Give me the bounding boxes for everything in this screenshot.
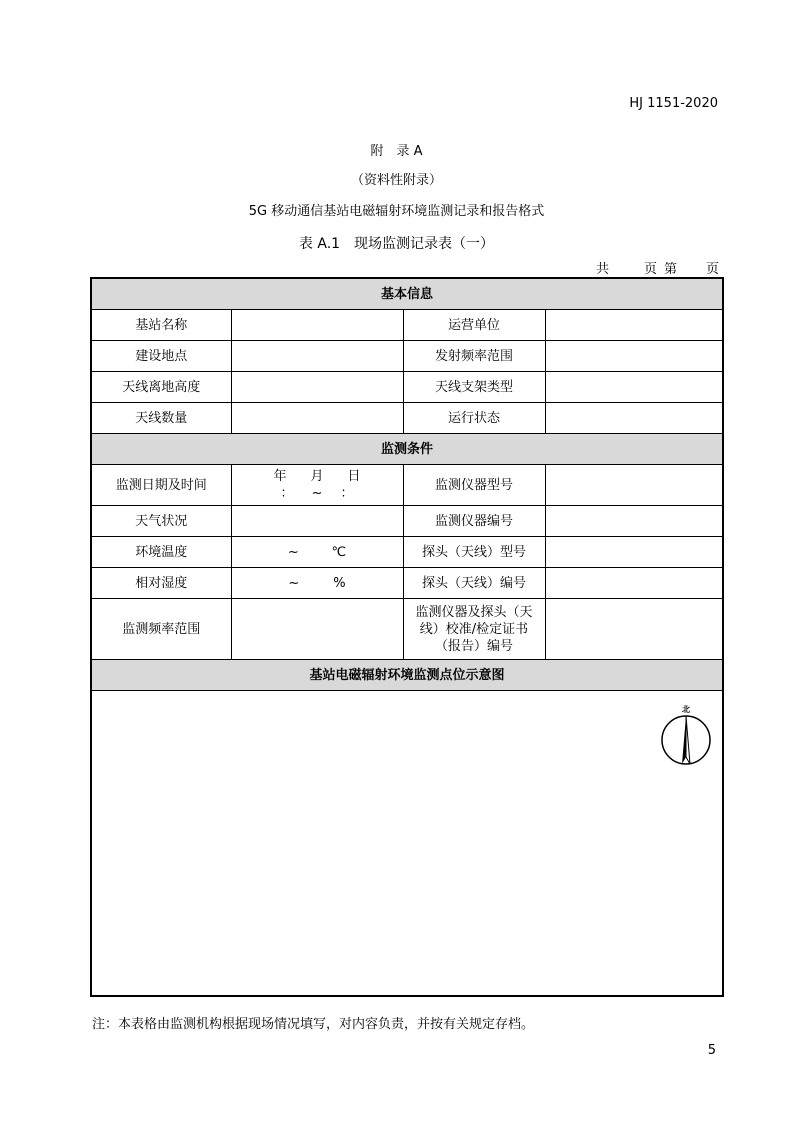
value-probe-number[interactable] bbox=[545, 568, 723, 599]
value-humidity[interactable] bbox=[231, 568, 403, 599]
humidity-tilde: ~ bbox=[288, 575, 300, 591]
value-antenna-height[interactable] bbox=[231, 372, 403, 403]
label-probe-number: 探头（天线）编号 bbox=[403, 568, 545, 599]
value-temperature[interactable] bbox=[231, 537, 403, 568]
cert-line-1: 监测仪器及探头（天 bbox=[415, 604, 533, 620]
section-diagram: 基站电磁辐射环境监测点位示意图 bbox=[91, 660, 723, 691]
label-date-time: 监测日期及时间 bbox=[91, 465, 231, 506]
table-title: 表 A.1 现场监测记录表（一） bbox=[298, 236, 495, 252]
value-weather[interactable] bbox=[231, 506, 403, 537]
label-tx-frequency: 发射频率范围 bbox=[403, 341, 545, 372]
label-antenna-height: 天线离地高度 bbox=[91, 372, 231, 403]
temp-tilde: ~ bbox=[287, 544, 299, 560]
value-probe-model[interactable] bbox=[545, 537, 723, 568]
value-run-status[interactable] bbox=[545, 403, 723, 434]
value-station-name[interactable] bbox=[231, 310, 403, 341]
label-run-status: 运行状态 bbox=[403, 403, 545, 434]
label-station-name: 基站名称 bbox=[91, 310, 231, 341]
label-location: 建设地点 bbox=[91, 341, 231, 372]
section-conditions: 监测条件 bbox=[91, 434, 723, 465]
date-day: 日 bbox=[347, 469, 361, 484]
value-tx-frequency[interactable] bbox=[545, 341, 723, 372]
humidity-unit: % bbox=[333, 575, 346, 591]
time-tilde: ~ bbox=[311, 486, 323, 501]
date-year: 年 bbox=[273, 469, 287, 484]
page-count-total: 共 bbox=[596, 262, 610, 277]
diagram-area[interactable] bbox=[91, 691, 723, 997]
value-calibration-cert[interactable] bbox=[545, 599, 723, 660]
time-colon-end: ： bbox=[340, 486, 354, 501]
value-date-time[interactable] bbox=[231, 465, 403, 506]
label-antenna-count: 天线数量 bbox=[91, 403, 231, 434]
north-arrow-icon bbox=[658, 703, 714, 765]
value-antenna-mount[interactable] bbox=[545, 372, 723, 403]
page-count-nth: 第 bbox=[664, 262, 678, 277]
label-antenna-mount: 天线支架类型 bbox=[403, 372, 545, 403]
label-probe-model: 探头（天线）型号 bbox=[403, 537, 545, 568]
time-colon-start: ： bbox=[280, 486, 294, 501]
section-basic-info: 基本信息 bbox=[91, 278, 723, 310]
appendix-label: 附 录 A bbox=[370, 144, 423, 159]
value-antenna-count[interactable] bbox=[231, 403, 403, 434]
label-freq-range: 监测频率范围 bbox=[91, 599, 231, 660]
north-label: 北 bbox=[682, 705, 691, 714]
field-record-table bbox=[90, 277, 724, 997]
label-calibration-cert bbox=[403, 599, 545, 660]
appendix-title: 5G 移动通信基站电磁辐射环境监测记录和报告格式 bbox=[248, 204, 545, 219]
temp-unit: ℃ bbox=[331, 544, 347, 560]
page-count-page: 页 bbox=[644, 262, 658, 277]
appendix-type: （资料性附录） bbox=[350, 173, 442, 188]
label-humidity: 相对湿度 bbox=[91, 568, 231, 599]
value-location[interactable] bbox=[231, 341, 403, 372]
standard-code: HJ 1151-2020 bbox=[629, 96, 718, 111]
page-count-page2: 页 bbox=[706, 262, 720, 277]
cert-line-2: 线）校准/检定证书 bbox=[419, 621, 529, 637]
page-number: 5 bbox=[707, 1043, 716, 1058]
value-instrument-model[interactable] bbox=[545, 465, 723, 506]
value-operator[interactable] bbox=[545, 310, 723, 341]
label-temperature: 环境温度 bbox=[91, 537, 231, 568]
label-weather: 天气状况 bbox=[91, 506, 231, 537]
label-instrument-model: 监测仪器型号 bbox=[403, 465, 545, 506]
label-operator: 运营单位 bbox=[403, 310, 545, 341]
value-freq-range[interactable] bbox=[231, 599, 403, 660]
date-month: 月 bbox=[310, 469, 324, 484]
value-instrument-number[interactable] bbox=[545, 506, 723, 537]
cert-line-3: （报告）编号 bbox=[434, 638, 513, 654]
label-instrument-number: 监测仪器编号 bbox=[403, 506, 545, 537]
table-note: 注：本表格由监测机构根据现场情况填写，对内容负责，并按有关规定存档。 bbox=[92, 1017, 535, 1032]
